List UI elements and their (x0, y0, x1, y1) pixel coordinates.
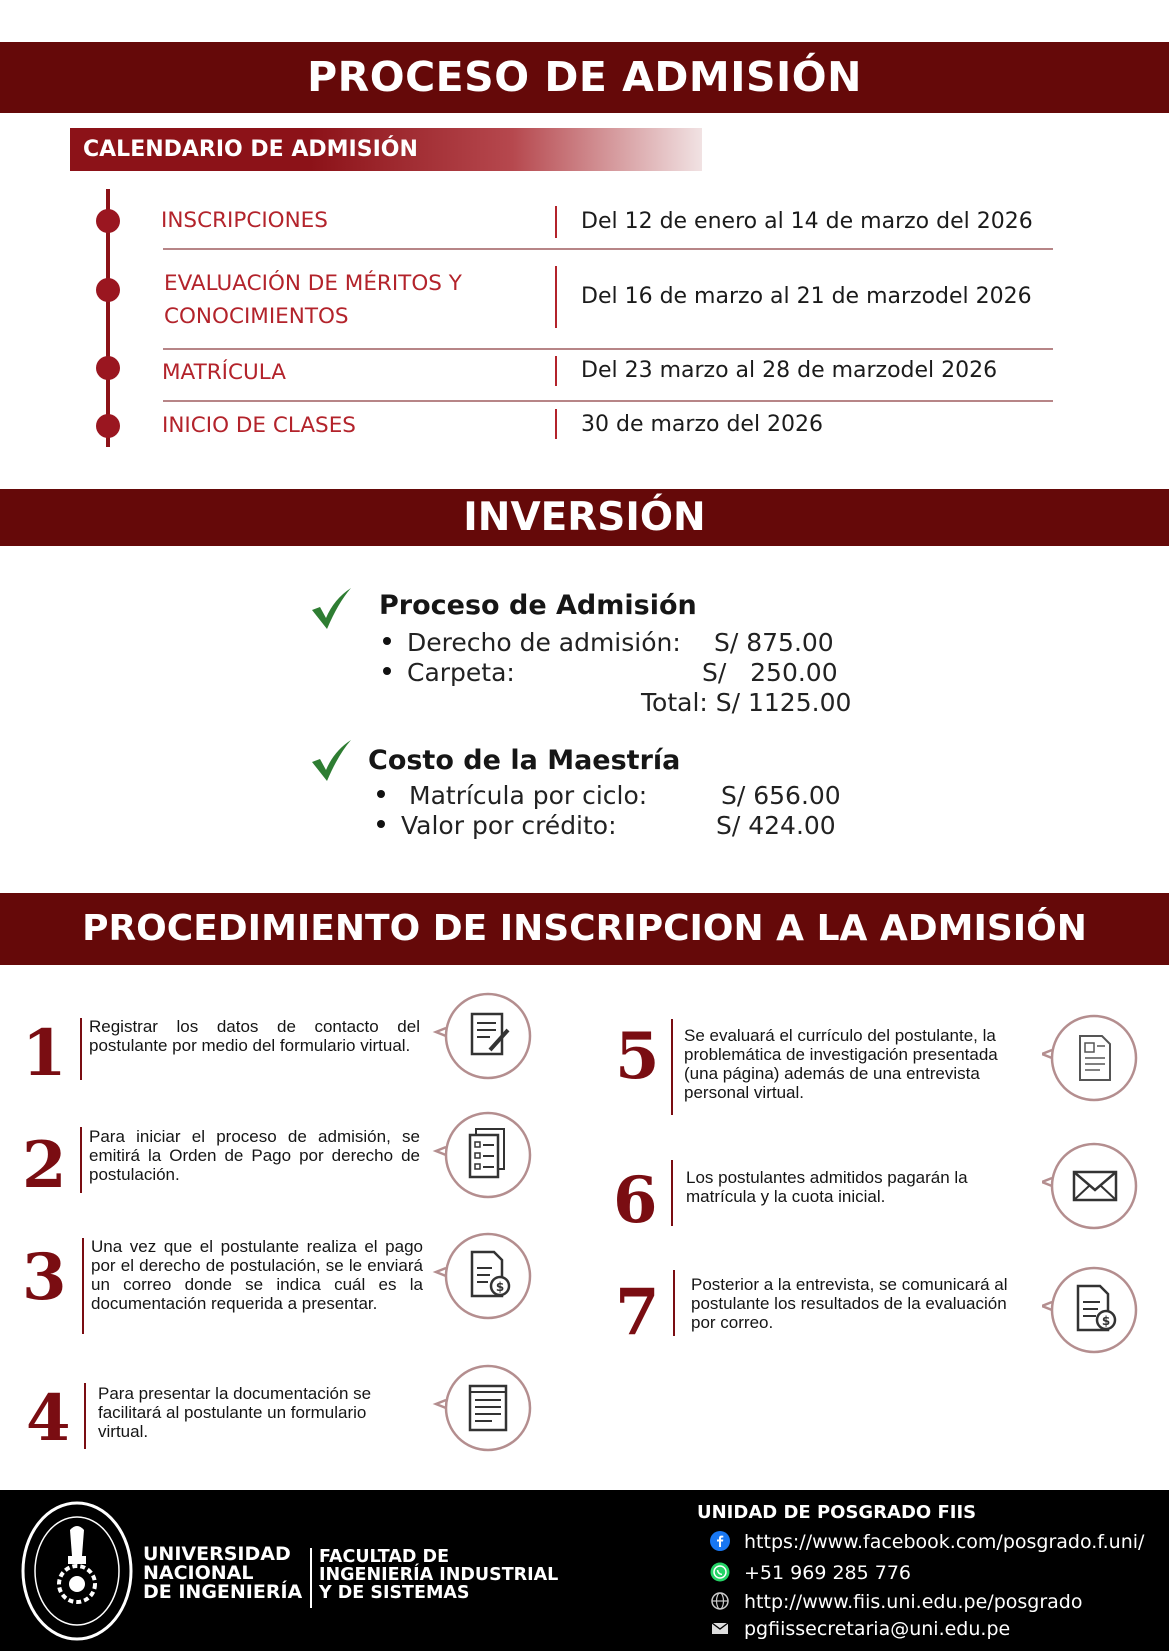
step-text: Registrar los datos de contacto del postulante por medio del formulario virtual. (89, 1017, 420, 1055)
inversion-title: INVERSIÓN (0, 489, 1169, 546)
step-divider (673, 1270, 675, 1336)
step-divider (671, 1160, 673, 1226)
check-icon (308, 585, 354, 631)
timeline-dot (96, 414, 120, 438)
step-number: 3 (22, 1240, 67, 1315)
whatsapp-icon (710, 1562, 730, 1582)
timeline-dot (96, 209, 120, 233)
mail-icon (710, 1618, 730, 1638)
step-number: 2 (22, 1128, 67, 1203)
calendar-divider (555, 266, 557, 328)
step-number: 6 (613, 1163, 658, 1238)
matricula-item-label: Matrícula por ciclo: (377, 781, 647, 810)
calendar-value-inscripciones: Del 12 de enero al 14 de marzo del 2026 (581, 209, 1033, 234)
carpeta-item-amount: S/ 250.00 (702, 658, 838, 687)
step-number: 1 (22, 1016, 67, 1091)
faculty-name-line2: INGENIERÍA INDUSTRIAL (319, 1565, 559, 1585)
calendar-label-matricula: MATRÍCULA (162, 360, 286, 385)
procedure-title: PROCEDIMIENTO DE INSCRIPCION A LA ADMISIÓN (0, 893, 1169, 965)
timeline-dot (96, 278, 120, 302)
web-link[interactable]: http://www.fiis.uni.edu.pe/posgrado (744, 1591, 1083, 1613)
calendar-label-inscripciones: INSCRIPCIONES (161, 208, 328, 233)
footer (0, 1490, 1169, 1651)
calendar-separator (163, 348, 1053, 350)
email-contact[interactable] (710, 1618, 1010, 1640)
admision-item-amount: S/ 875.00 (714, 628, 834, 657)
admision-item-label: Derecho de admisión: (383, 628, 681, 657)
calendar-label-evaluacion-1: EVALUACIÓN DE MÉRITOS Y (164, 271, 462, 296)
calendar-divider (555, 356, 557, 386)
admision-total: Total: S/ 1125.00 (641, 688, 852, 717)
whatsapp-number[interactable]: +51 969 285 776 (744, 1562, 912, 1584)
calendar-divider (555, 409, 557, 439)
curriculum-icon (1042, 1010, 1146, 1106)
email-link[interactable]: pgfiissecretaria@uni.edu.pe (744, 1618, 1011, 1640)
page-title: PROCESO DE ADMISIÓN (0, 42, 1169, 113)
step-number: 7 (615, 1275, 660, 1350)
university-name-line1: UNIVERSIDAD (143, 1543, 291, 1565)
facebook-contact[interactable] (710, 1531, 1144, 1553)
step-divider (80, 1018, 82, 1080)
whatsapp-contact[interactable] (710, 1562, 911, 1584)
footer-unit-title: UNIDAD DE POSGRADO FIIS (697, 1502, 977, 1523)
timeline-dot (96, 356, 120, 380)
facebook-icon (710, 1531, 730, 1551)
calendar-separator (163, 400, 1053, 402)
calendar-label-inicio-clases: INICIO DE CLASES (162, 413, 356, 438)
calendar-value-matricula: Del 23 marzo al 28 de marzodel 2026 (581, 358, 998, 383)
university-seal-logo (20, 1500, 134, 1642)
web-contact[interactable] (710, 1591, 1082, 1613)
step-text: Una vez que el postulante realiza el pago por el derecho de postulación, se le enviará un correo donde se indica cuál es la documentación requerida a presentar. (91, 1237, 423, 1313)
form-pen-icon (432, 988, 536, 1084)
step-divider (82, 1238, 84, 1334)
calendar-divider (555, 206, 557, 238)
calendar-value-inicio-clases: 30 de marzo del 2026 (581, 412, 824, 437)
university-name-line3: DE INGENIERÍA (143, 1581, 303, 1603)
carpeta-item-label: Carpeta: (383, 658, 515, 687)
result-document-icon (1042, 1262, 1146, 1358)
step-text: Los postulantes admitidos pagarán la matrícula y la cuota inicial. (686, 1168, 968, 1206)
matricula-item-amount: S/ 656.00 (721, 781, 841, 810)
globe-icon (710, 1591, 730, 1611)
admision-cost-title: Proceso de Admisión (379, 590, 697, 621)
faculty-name-line1: FACULTAD DE (319, 1547, 450, 1567)
payment-document-icon (432, 1228, 536, 1324)
university-name-line2: NACIONAL (143, 1562, 254, 1584)
faculty-name-line3: Y DE SISTEMAS (319, 1583, 470, 1603)
svg-text:$: $ (495, 1280, 505, 1294)
envelope-icon (1042, 1138, 1146, 1234)
credito-item-amount: S/ 424.00 (716, 811, 836, 840)
step-number: 4 (26, 1381, 71, 1456)
step-text: Se evaluará el currículo del postulante, la problemática de investigación presentada (una página) además de una entrevista personal virtual. (684, 1026, 998, 1102)
step-number: 5 (615, 1019, 660, 1094)
calendar-separator (163, 248, 1053, 250)
step-text: Para presentar la documentación se facilitará al postulante un formulario virtual. (98, 1384, 372, 1441)
online-form-icon (432, 1360, 536, 1456)
calendar-label-evaluacion-2: CONOCIMIENTOS (164, 304, 349, 329)
checklist-docs-icon (432, 1107, 536, 1203)
step-text: Posterior a la entrevista, se comunicará al postulante los resultados de la evaluación por correo. (691, 1275, 1008, 1332)
check-icon (308, 737, 354, 783)
maestria-cost-title: Costo de la Maestría (368, 745, 681, 776)
svg-text:$: $ (1101, 1314, 1111, 1328)
step-divider (84, 1383, 86, 1449)
calendar-subtitle: CALENDARIO DE ADMISIÓN (70, 128, 702, 171)
credito-item-label: Valor por crédito: (377, 811, 617, 840)
step-divider (671, 1019, 673, 1115)
calendar-value-evaluacion: Del 16 de marzo al 21 de marzodel 2026 (581, 284, 1032, 309)
facebook-link[interactable]: https://www.facebook.com/posgrado.f.uni/ (744, 1531, 1145, 1553)
step-divider (80, 1127, 82, 1193)
footer-divider (310, 1548, 312, 1608)
step-text: Para iniciar el proceso de admisión, se emitirá la Orden de Pago por derecho de postulación. (89, 1127, 420, 1184)
